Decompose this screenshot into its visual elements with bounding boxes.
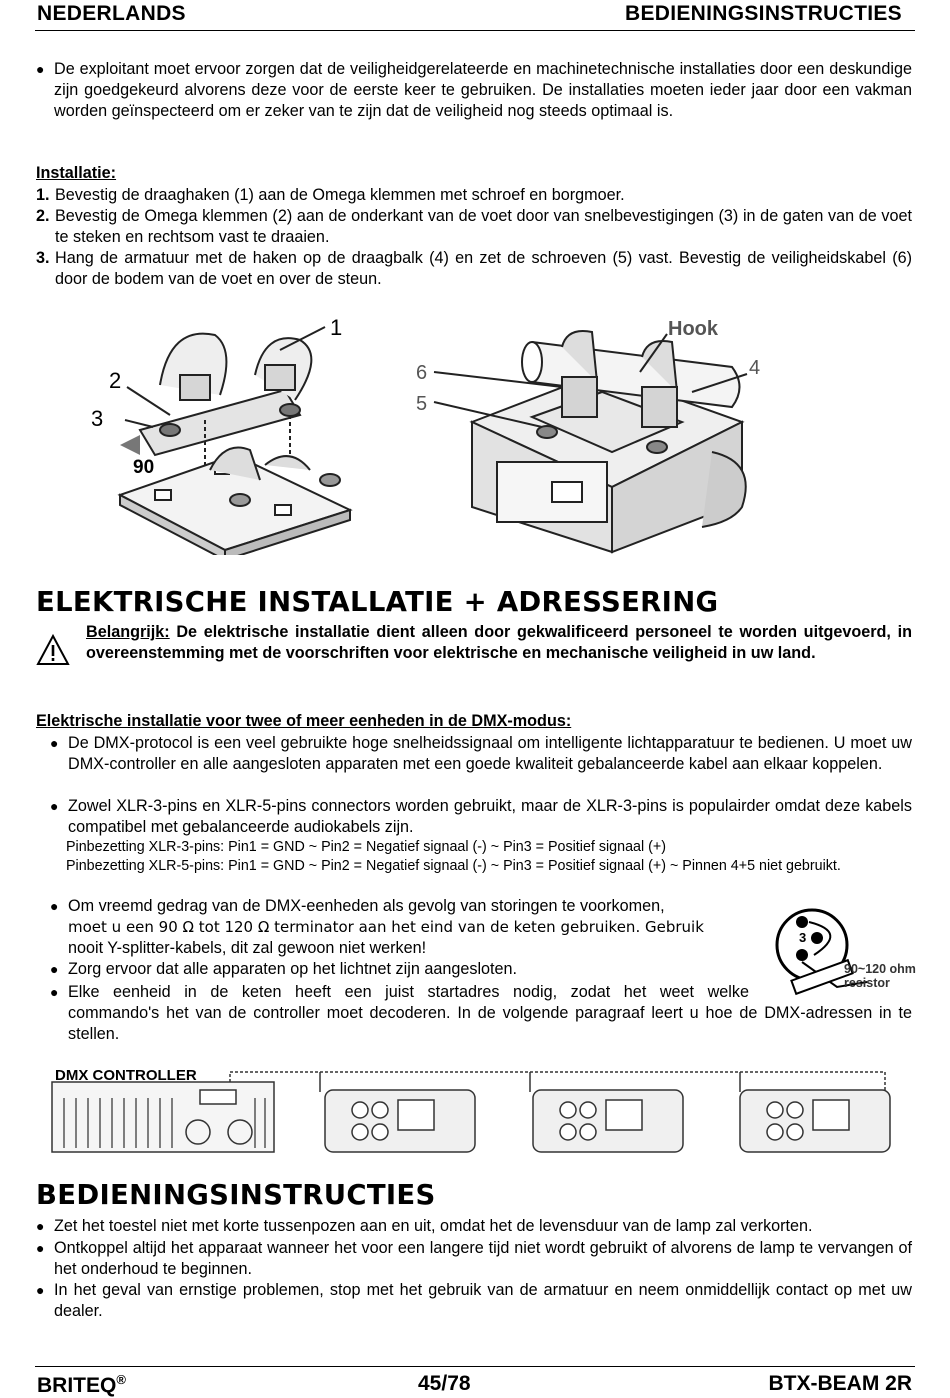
brand-name: BRITEQ xyxy=(37,1374,117,1397)
figure-label: 6 xyxy=(416,362,428,384)
figure-label: 3 xyxy=(91,406,104,431)
page-number: 45/78 xyxy=(418,1372,471,1395)
important-label: Belangrijk: xyxy=(86,623,170,641)
registered-mark: ® xyxy=(116,1372,126,1387)
dmx-controller-label: DMX CONTROLLER xyxy=(55,1067,197,1084)
terminator-line: Om vreemd gedrag van de DMX-eenheden als gevolg van storingen te voorkomen, xyxy=(68,897,665,915)
pin-label: 3 xyxy=(799,930,807,945)
step-text: Hang de armatuur met de haken op de draagbalk (4) en zet de schroeven (5) vast. Bevestig de veiligheidskabel (6) door de bodem van de voet en over de steun. xyxy=(55,249,912,288)
fixture-hook-figure xyxy=(412,312,772,557)
installation-title: Installatie: xyxy=(36,164,117,182)
bullet-icon: ● xyxy=(50,735,59,751)
bullet-icon: ● xyxy=(36,61,45,77)
warning-icon xyxy=(36,634,70,666)
figure-label: 2 xyxy=(109,368,122,393)
important-notice xyxy=(86,622,912,664)
resistor-label: 90~120 ohm xyxy=(844,962,916,976)
figure-label: Hook xyxy=(668,318,718,340)
step-number: 1. xyxy=(36,186,50,204)
header-divider xyxy=(35,30,915,31)
xlr-terminator-figure xyxy=(762,905,927,1000)
resistor-label: resistor xyxy=(844,976,890,990)
terminator-line: nooit Y-splitter-kabels, dit zal gewoon niet werken! xyxy=(68,939,427,957)
figure-label: 4 xyxy=(749,357,761,379)
omega-clamp-figure xyxy=(85,305,375,555)
pin-label: 2 xyxy=(798,947,806,962)
bullet-icon: ● xyxy=(50,961,59,977)
chain-line: Elke eenheid in de keten heeft een juist startadres nodig, zodat het weet welke xyxy=(68,983,749,1001)
step-text: Bevestig de draaghaken (1) aan de Omega klemmen met schroef en borgmoer. xyxy=(55,186,625,204)
section-heading-operation: BEDIENINGSINSTRUCTIES xyxy=(36,1179,436,1211)
operation-bullet: In het geval van ernstige problemen, stop met het gebruik van de armatuur en neem onmiddellijk contact op met uw dealer. xyxy=(54,1281,912,1320)
important-text: De elektrische installatie dient alleen door gekwalificeerd personeel te worden uitgevoerd, in overeenstemming met de voorschriften voor elektrische en mechanische veiligheid in uw land. xyxy=(86,623,912,662)
terminator-line: moet u een 90 Ω tot 120 Ω terminator aan het eind van de keten gebruiken. Gebruik xyxy=(68,918,704,936)
section-heading-electrical: ELEKTRISCHE INSTALLATIE + ADRESSERING xyxy=(36,586,719,618)
intro-paragraph: De exploitant moet ervoor zorgen dat de veiligheidgerelateerde en machinetechnische installaties door een deskundige zijn goedgekeurd alvorens deze voor de eerste keer te gebruiken. De installaties moeten ieder jaar door een vakman worden geïnspecteerd om er zeker van te zijn dat de veiligheid nog steeds optimaal is. xyxy=(54,60,912,120)
footer-brand xyxy=(37,1372,126,1398)
bullet-icon: ● xyxy=(36,1218,45,1234)
step-text: Bevestig de Omega klemmen (2) aan de onderkant van de voet door van snelbevestigingen (3) in de gaten van de voet te steken en rechtsom vast te draaien. xyxy=(55,207,912,246)
dmx-subheading: Elektrische installatie voor twee of meer eenheden in de DMX-modus: xyxy=(36,712,572,730)
bullet-icon: ● xyxy=(50,984,59,1000)
chain-rest: commando's het van de controller moet decoderen. In de volgende paragraaf leert u hoe de DMX-adressen in te stellen. xyxy=(68,1004,912,1043)
bullet-icon: ● xyxy=(36,1240,45,1256)
operation-bullet: Zet het toestel niet met korte tussenpozen aan en uit, omdat het de levensduur van de lamp zal verkorten. xyxy=(54,1217,813,1235)
footer-divider xyxy=(35,1366,915,1367)
header-section: BEDIENINGSINSTRUCTIES xyxy=(625,2,902,25)
bullet-icon: ● xyxy=(50,898,59,914)
power-bullet: Zorg ervoor dat alle apparaten op het lichtnet zijn aangesloten. xyxy=(68,960,518,978)
figure-label: 5 xyxy=(416,393,428,415)
pin-label: 1 xyxy=(798,915,806,930)
bullet-icon: ● xyxy=(36,1282,45,1298)
step-number: 2. xyxy=(36,207,50,225)
operation-bullet: Ontkoppel altijd het apparaat wanneer het voor een langere tijd niet wordt gebruikt of alvorens de lamp te vervangen of het onderhoud te beginnen. xyxy=(54,1239,912,1278)
pin3-assignment: Pinbezetting XLR-3-pins: Pin1 = GND ~ Pin2 = Negatief signaal (-) ~ Pin3 = Positief signaal (+) xyxy=(66,839,666,855)
dmx-chain-figure xyxy=(50,1060,912,1170)
figure-label: 1 xyxy=(330,315,343,340)
dmx-bullet: Zowel XLR-3-pins en XLR-5-pins connectors worden gebruikt, maar de XLR-3-pins is populairder omdat deze kabels compatibel met gebalanceerde audiokabels zijn. xyxy=(68,797,912,836)
dmx-bullet: De DMX-protocol is een veel gebruikte hoge snelheidssignaal om intelligente lichtapparatuur te bedienen. U moet uw DMX-controller en alle aangesloten apparaten met een goede kwaliteit gebalanceerde kabel aan elkaar koppelen. xyxy=(68,734,912,773)
footer-model: BTX-BEAM 2R xyxy=(768,1372,912,1395)
pin5-assignment: Pinbezetting XLR-5-pins: Pin1 = GND ~ Pin2 = Negatief signaal (-) ~ Pin3 = Positief signaal (+) ~ Pinnen 4+5 niet gebruikt. xyxy=(66,858,841,874)
header-language: NEDERLANDS xyxy=(37,2,186,25)
figure-label: 90 xyxy=(133,457,155,478)
bullet-icon: ● xyxy=(50,798,59,814)
step-number: 3. xyxy=(36,249,50,267)
